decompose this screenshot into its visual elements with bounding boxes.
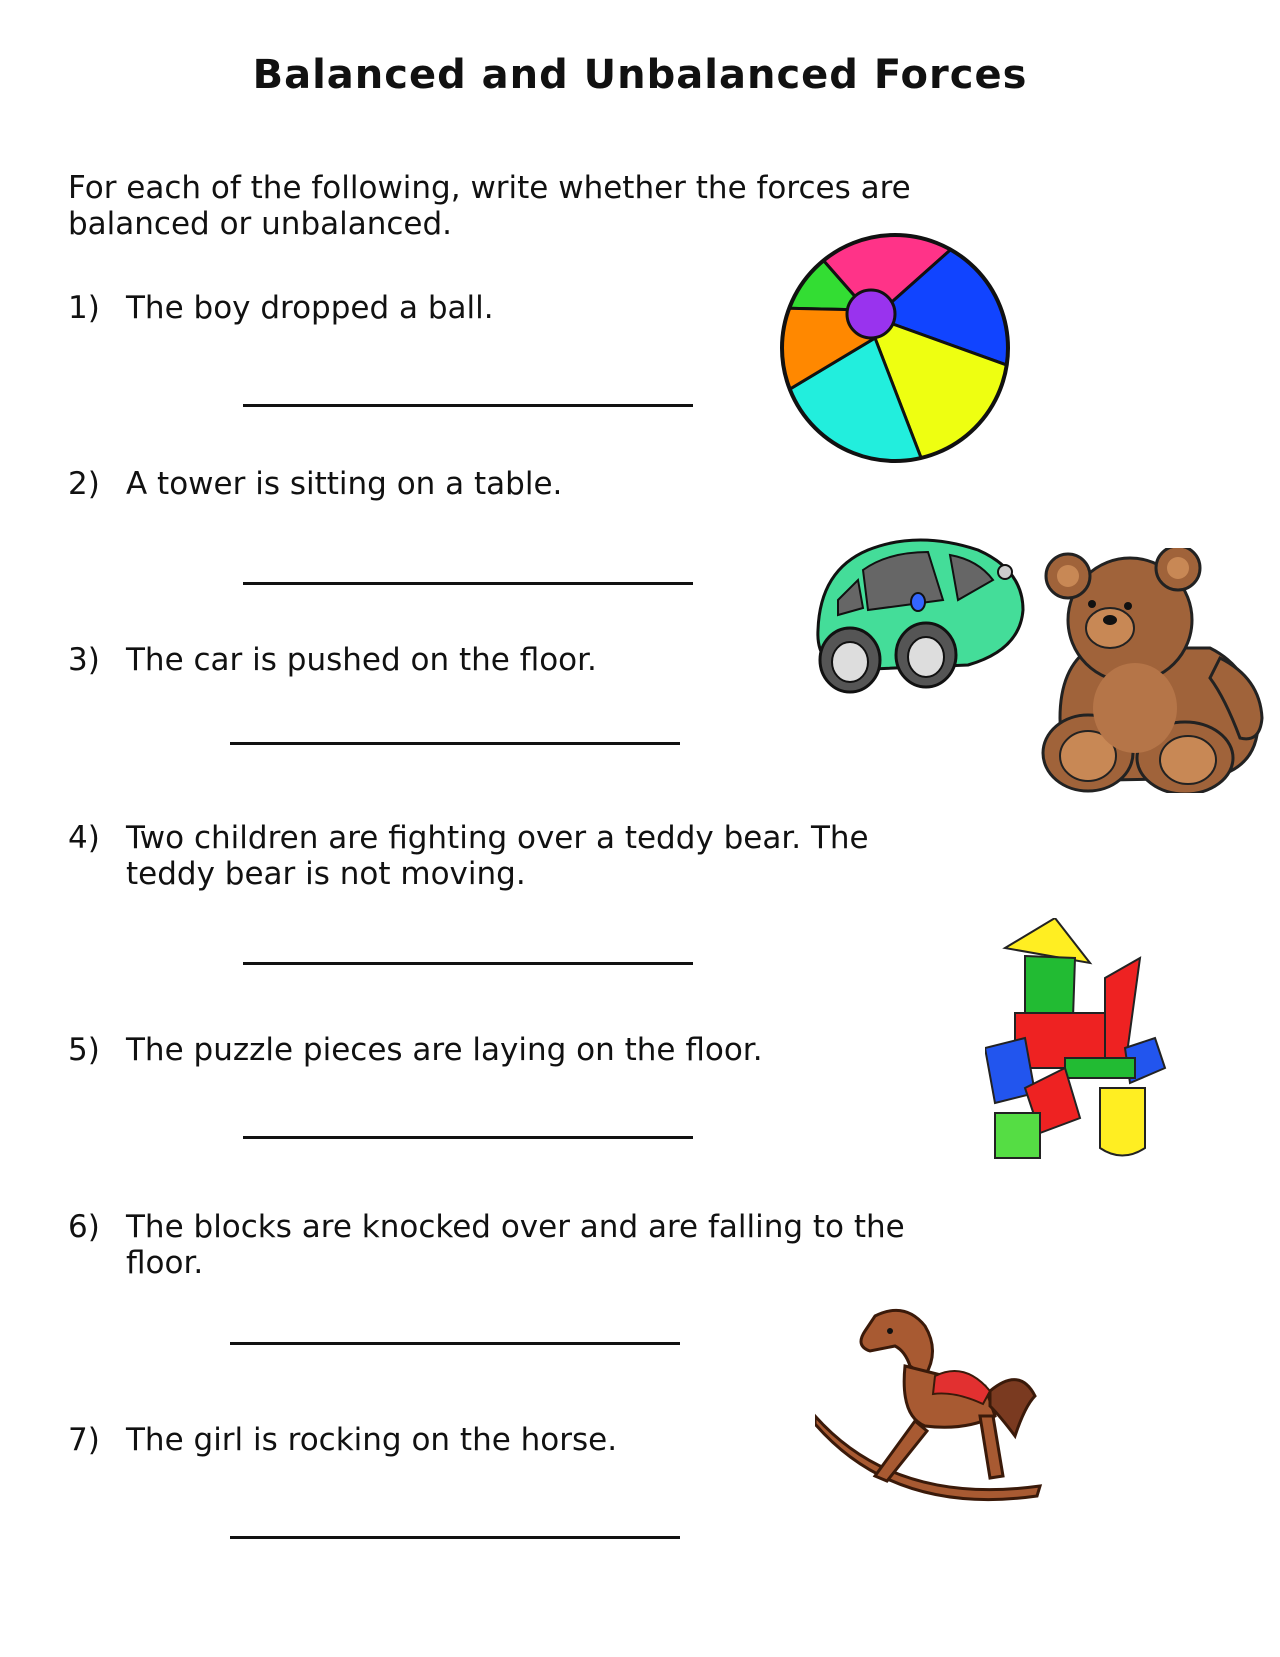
question-text: A tower is sitting on a table. [126, 466, 563, 502]
question-number: 2) [68, 466, 100, 502]
instructions: For each of the following, write whether the forces are balanced or unbalanced. [68, 170, 911, 242]
question-text: The car is pushed on the floor. [126, 642, 597, 678]
answer-line-1[interactable] [243, 404, 693, 407]
question-text: Two children are fighting over a teddy bear. The teddy bear is not moving. [126, 820, 869, 892]
question-text: The girl is rocking on the horse. [126, 1422, 618, 1458]
page-title: Balanced and Unbalanced Forces [252, 52, 1028, 98]
question-text: The boy dropped a ball. [126, 290, 494, 326]
answer-line-5[interactable] [243, 1136, 693, 1139]
question-number: 5) [68, 1032, 100, 1068]
answer-line-4[interactable] [243, 962, 693, 965]
answer-line-7[interactable] [230, 1536, 680, 1539]
question-number: 4) [68, 820, 100, 856]
question-text: The puzzle pieces are laying on the floor. [126, 1032, 763, 1068]
question-number: 6) [68, 1209, 100, 1245]
teddy-bear-icon [1030, 548, 1265, 793]
rocking-horse-icon [815, 1306, 1050, 1516]
answer-line-6[interactable] [230, 1342, 680, 1345]
toy-blocks-icon [985, 918, 1175, 1168]
beach-ball-icon [775, 228, 1015, 468]
question-number: 1) [68, 290, 100, 326]
question-text: The blocks are knocked over and are falling to the floor. [126, 1209, 905, 1281]
answer-line-2[interactable] [243, 582, 693, 585]
answer-line-3[interactable] [230, 742, 680, 745]
toy-car-icon [808, 530, 1030, 700]
question-number: 7) [68, 1422, 100, 1458]
question-number: 3) [68, 642, 100, 678]
